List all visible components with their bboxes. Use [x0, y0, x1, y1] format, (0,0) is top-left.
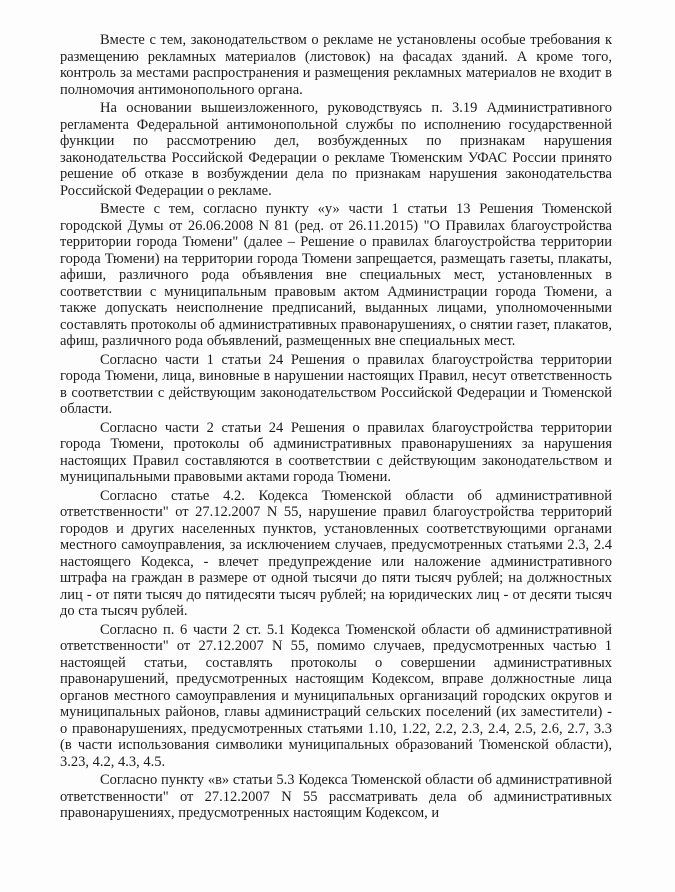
paragraph-article-5-3: Согласно пункту «в» статьи 5.3 Кодекса Тюменской области об административной ответственности" от 27.12.2007 N 55 рассматривать дела об административных правонарушениях, предусмотренных настоящим Кодексом, и — [60, 772, 612, 821]
paragraph-advertising-requirements: Вместе с тем, законодательством о рекламе не установлены особые требования к размещению рекламных материалов (листовок) на фасадах зданий. А кроме того, контроль за местами распространения и размещения рекламных материалов не входит в полномочия антимонопольного органа. — [60, 32, 612, 98]
paragraph-article-24-part-1: Согласно части 1 статьи 24 Решения о правилах благоустройства территории города Тюмени, лица, виновные в нарушении настоящих Правил, несут ответственность в соответствии с действующим законодательством Российской Федерации и Тюменской области. — [60, 351, 612, 417]
paragraph-decision-refusal: На основании вышеизложенного, руководствуясь п. 3.19 Административного регламента Федеральной антимонопольной службы по исполнению государственной функции по рассмотрению дел, возбужденных по признакам нарушения законодательства Российской Федерации о рекламе Тюменским УФАС России принято решение об отказе в возбуждении дела по признакам нарушения законодательства Российской Федерации о рекламе. — [60, 100, 612, 199]
paragraph-landscaping-rules: Вместе с тем, согласно пункту «у» части 1 статьи 13 Решения Тюменской городской Думы от 26.06.2008 N 81 (ред. от 26.11.2015) "О Правилах благоустройства территории города Тюмени" (далее – Решение о правилах благоустройства территории города Тюмени) на территории города Тюмени запрещается, размещать газеты, плакаты, афиши, различного рода объявления вне специальных мест, установленных в соответствии с муниципальным правовым актом Администрации города Тюмени, а также допускать неисполнение предписаний, выданных лицами, уполномоченными составлять протоколы об административных правонарушениях, о снятии газет, плакатов, афиш, различного рода объявлений, размещенных вне специальных мест. — [60, 201, 612, 349]
paragraph-article-24-part-2: Согласно части 2 статьи 24 Решения о правилах благоустройства территории города Тюмени, протоколы об административных правонарушениях за нарушения настоящих Правил составляются в соответствии с действующим законодательством и муниципальными правовыми актами города Тюмени. — [60, 419, 612, 485]
paragraph-article-5-1: Согласно п. 6 части 2 ст. 5.1 Кодекса Тюменской области об административной ответственности" от 27.12.2007 N 55, помимо случаев, предусмотренных частью 1 настоящей статьи, составлять протоколы о совершении административных правонарушений, предусмотренных настоящим Кодексом, вправе должностные лица органов местного самоуправления и муниципальных организаций городских округов и муниципальных районов, главы администраций сельских поселений (их заместители) - о правонарушениях, предусмотренных статьями 1.10, 1.22, 2.2, 2.3, 2.4, 2.5, 2.6, 2.7, 3.3 (в части использования символики муниципальных образований Тюменской области), 3.23, 4.2, 4.3, 4.5. — [60, 621, 612, 770]
paragraph-article-4-2: Согласно статье 4.2. Кодекса Тюменской области об административной ответственности" от 27.12.2007 N 55, нарушение правил благоустройства территорий городов и других населенных пунктов, установленных соответствующими органами местного самоуправления, за исключением случаев, предусмотренных статьями 2.3, 2.4 настоящего Кодекса, - влечет предупреждение или наложение административного штрафа на граждан в размере от одной тысячи до пяти тысяч рублей; на должностных лиц - от пяти тысяч до пятидесяти тысяч рублей; на юридических лиц - от десяти тысяч до ста тысяч рублей. — [60, 487, 612, 619]
document-body — [60, 32, 612, 822]
